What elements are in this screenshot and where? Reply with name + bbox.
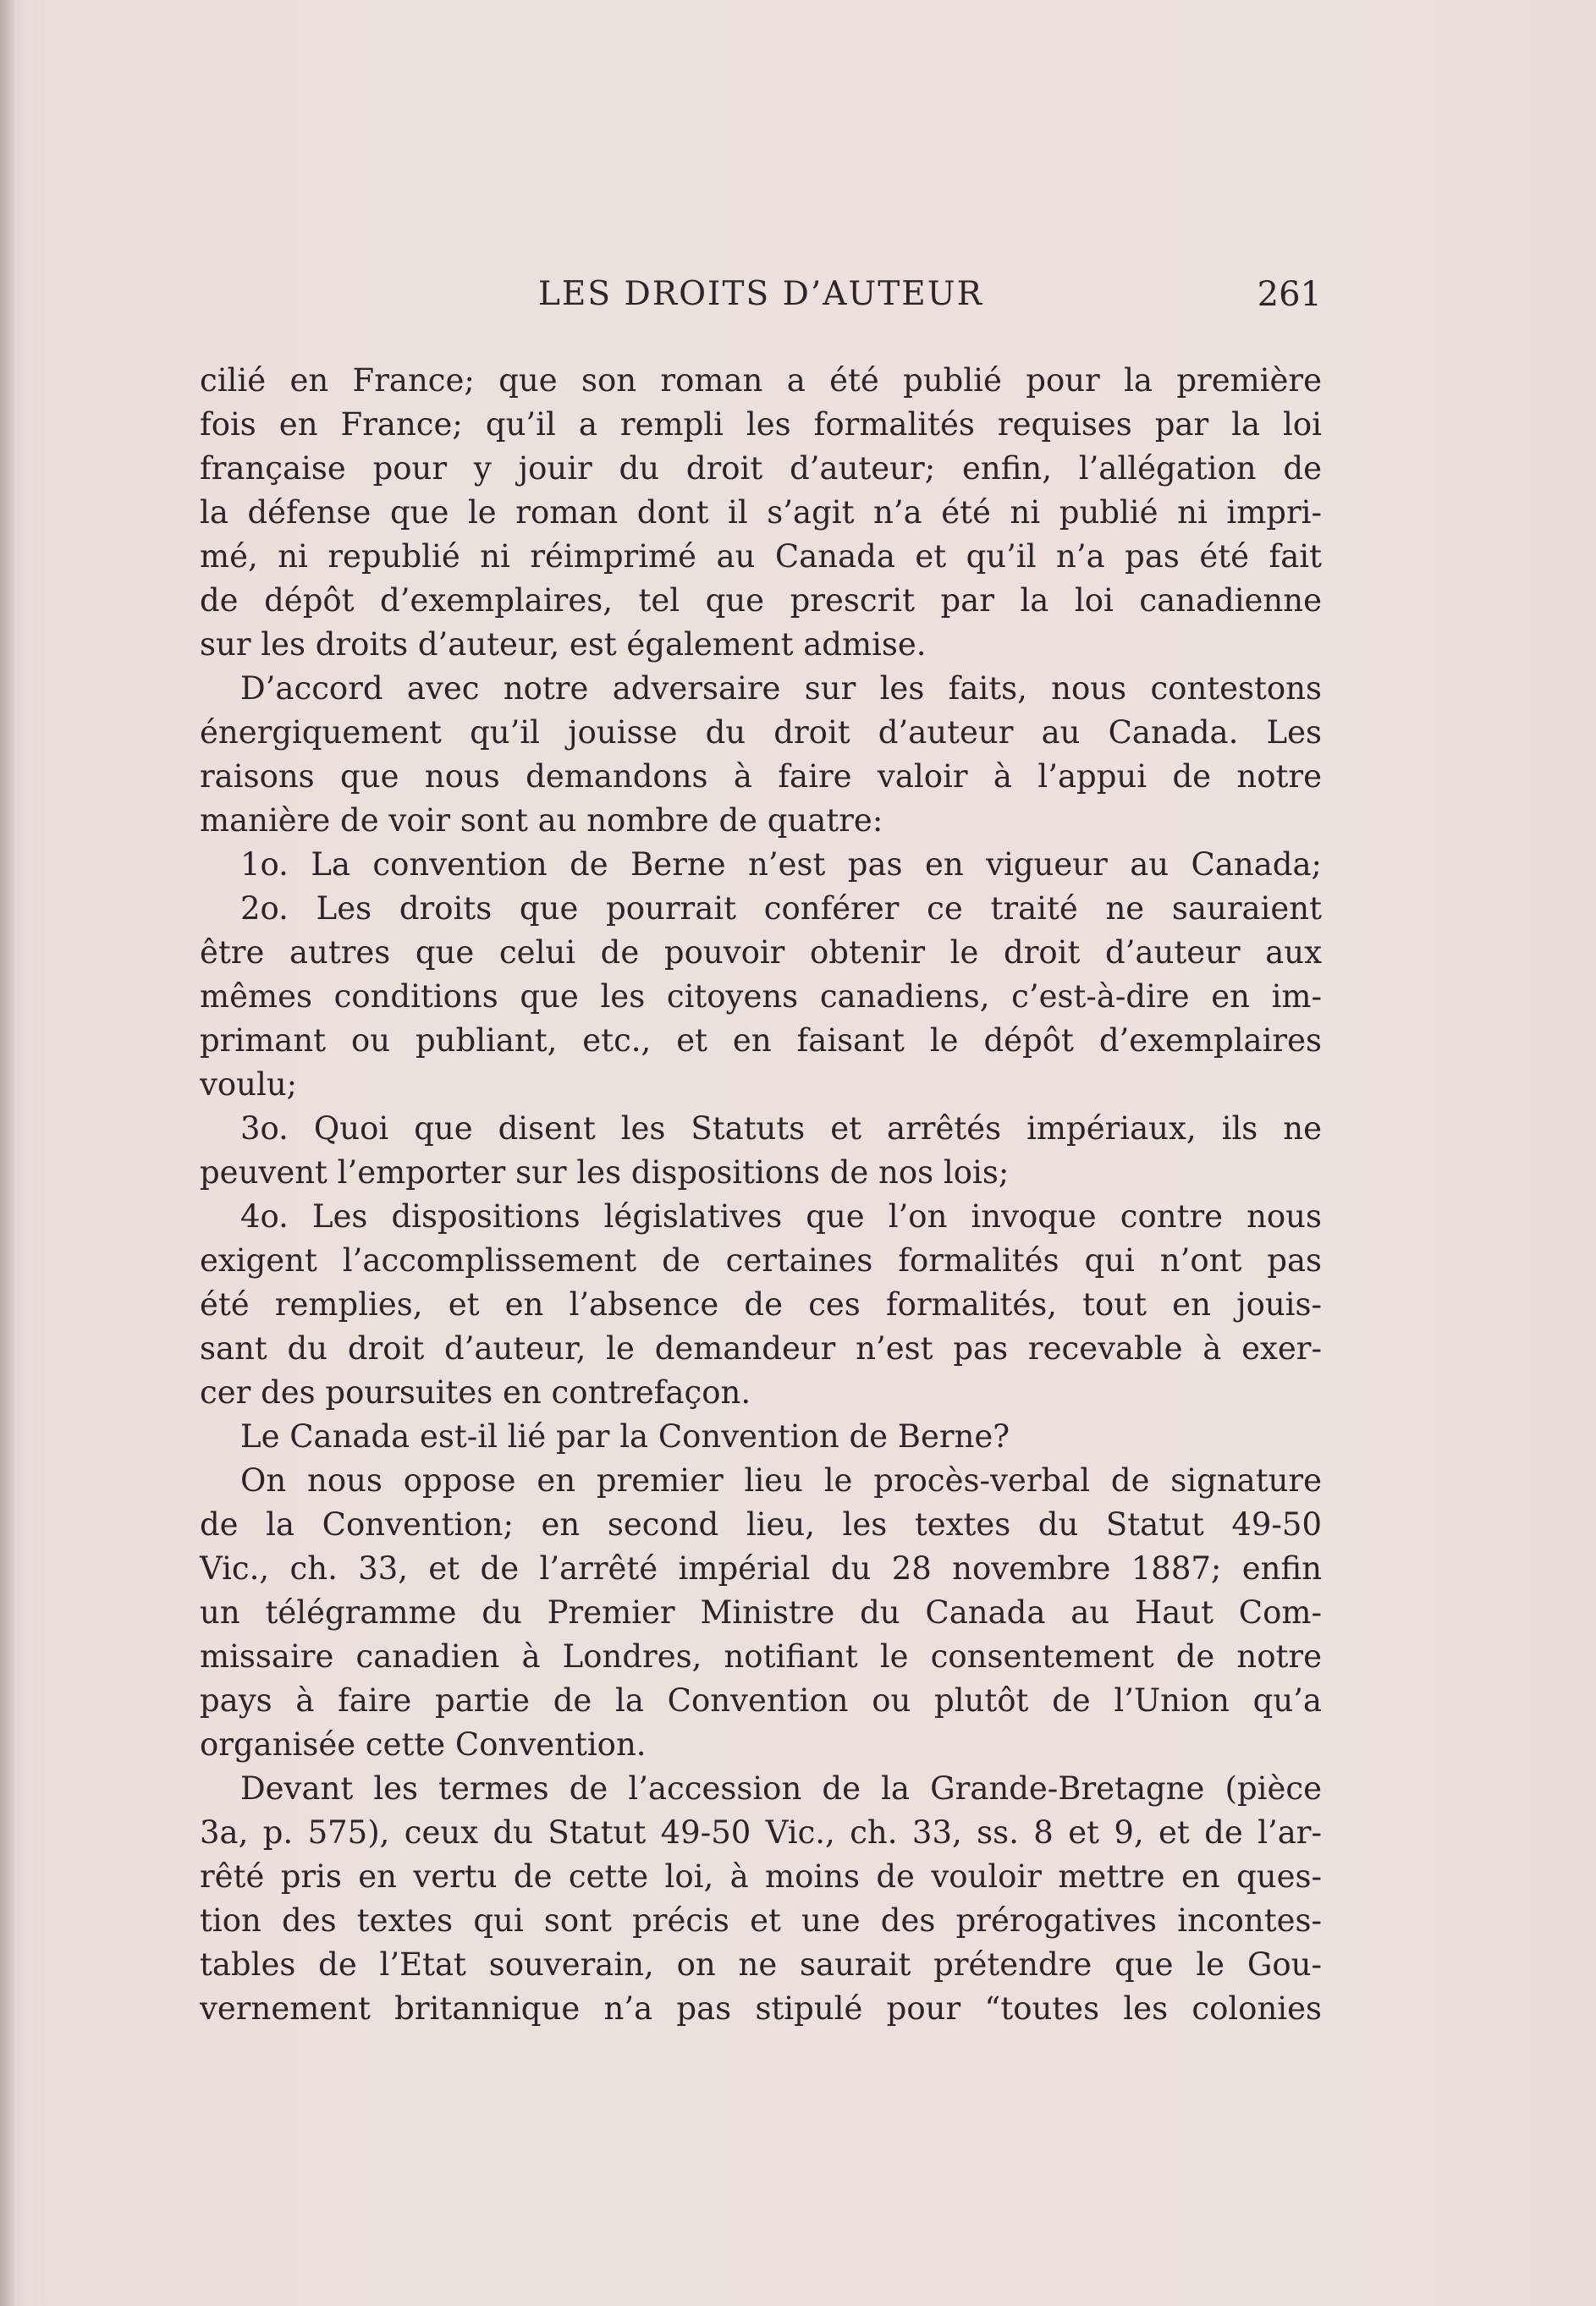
text-line: On nous oppose en premier lieu le procès-verbal de signature xyxy=(240,1462,1322,1499)
text-line: voulu; xyxy=(200,1066,298,1103)
text-line: tables de l’Etat souverain, on ne saurait prétendre que le Gou- xyxy=(200,1946,1322,1983)
text-line: énergiquement qu’il jouisse du droit d’auteur au Canada. Les xyxy=(200,714,1322,751)
text-line: la défense que le roman dont il s’agit n’a été ni publié ni impri- xyxy=(200,494,1322,531)
text-line: sur les droits d’auteur, est également admise. xyxy=(200,626,927,663)
running-title: LES DROITS D’AUTEUR xyxy=(537,275,984,313)
text-line: un télégramme du Premier Ministre du Canada au Haut Com- xyxy=(200,1594,1322,1631)
text-line: D’accord avec notre adversaire sur les faits, nous contestons xyxy=(240,670,1322,707)
text-line: rêté pris en vertu de cette loi, à moins de vouloir mettre en ques- xyxy=(200,1858,1322,1895)
text-line: cilié en France; que son roman a été publié pour la première xyxy=(200,362,1322,399)
text-line: 3o. Quoi que disent les Statuts et arrêtés impériaux, ils ne xyxy=(240,1110,1322,1147)
text-line: pays à faire partie de la Convention ou plutôt de l’Union qu’a xyxy=(200,1682,1322,1719)
text-line: 3a, p. 575), ceux du Statut 49-50 Vic., ch. 33, ss. 8 et 9, et de l’ar- xyxy=(200,1814,1322,1851)
text-line: organisée cette Convention. xyxy=(200,1726,647,1763)
text-line: française pour y jouir du droit d’auteur; enfin, l’allégation de xyxy=(200,450,1322,487)
text-line: fois en France; qu’il a rempli les formalités requises par la loi xyxy=(200,406,1322,443)
text-line: manière de voir sont au nombre de quatre: xyxy=(200,802,883,839)
text-line: mêmes conditions que les citoyens canadiens, c’est-à-dire en im- xyxy=(200,978,1322,1015)
text-line: 2o. Les droits que pourrait conférer ce traité ne sauraient xyxy=(240,890,1322,927)
text-line: vernement britannique n’a pas stipulé pour “toutes les colonies xyxy=(200,1990,1322,2027)
text-line: missaire canadien à Londres, notifiant le consentement de notre xyxy=(200,1638,1322,1675)
text-line: sant du droit d’auteur, le demandeur n’est pas recevable à exer- xyxy=(200,1330,1322,1367)
text-line: Le Canada est-il lié par la Convention de Berne? xyxy=(240,1418,1010,1455)
binding-edge xyxy=(0,0,15,2306)
text-line: de dépôt d’exemplaires, tel que prescrit par la loi canadienne xyxy=(200,582,1322,619)
text-line: cer des poursuites en contrefaçon. xyxy=(200,1374,751,1411)
body-text xyxy=(200,359,1322,2031)
text-line: tion des textes qui sont précis et une des prérogatives incontes- xyxy=(200,1902,1322,1939)
text-line: de la Convention; en second lieu, les textes du Statut 49-50 xyxy=(200,1506,1322,1543)
text-line: 1o. La convention de Berne n’est pas en vigueur au Canada; xyxy=(240,846,1322,883)
text-line: primant ou publiant, etc., et en faisant le dépôt d’exemplaires xyxy=(200,1022,1322,1059)
text-line: raisons que nous demandons à faire valoir à l’appui de notre xyxy=(200,758,1322,795)
text-line: peuvent l’emporter sur les dispositions de nos lois; xyxy=(200,1154,1010,1191)
text-line: Vic., ch. 33, et de l’arrêté impérial du 28 novembre 1887; enfin xyxy=(200,1550,1322,1587)
text-line: exigent l’accomplissement de certaines formalités qui n’ont pas xyxy=(200,1242,1322,1279)
text-line: été remplies, et en l’absence de ces formalités, tout en jouis- xyxy=(200,1286,1322,1323)
text-line: 4o. Les dispositions législatives que l’on invoque contre nous xyxy=(240,1198,1322,1235)
text-line: mé, ni republié ni réimprimé au Canada et qu’il n’a pas été fait xyxy=(200,538,1322,575)
page-number: 261 xyxy=(1257,275,1322,314)
text-line: être autres que celui de pouvoir obtenir le droit d’auteur aux xyxy=(200,934,1322,971)
text-line: Devant les termes de l’accession de la Grande-Bretagne (pièce xyxy=(240,1770,1322,1807)
page-header xyxy=(200,269,1322,320)
